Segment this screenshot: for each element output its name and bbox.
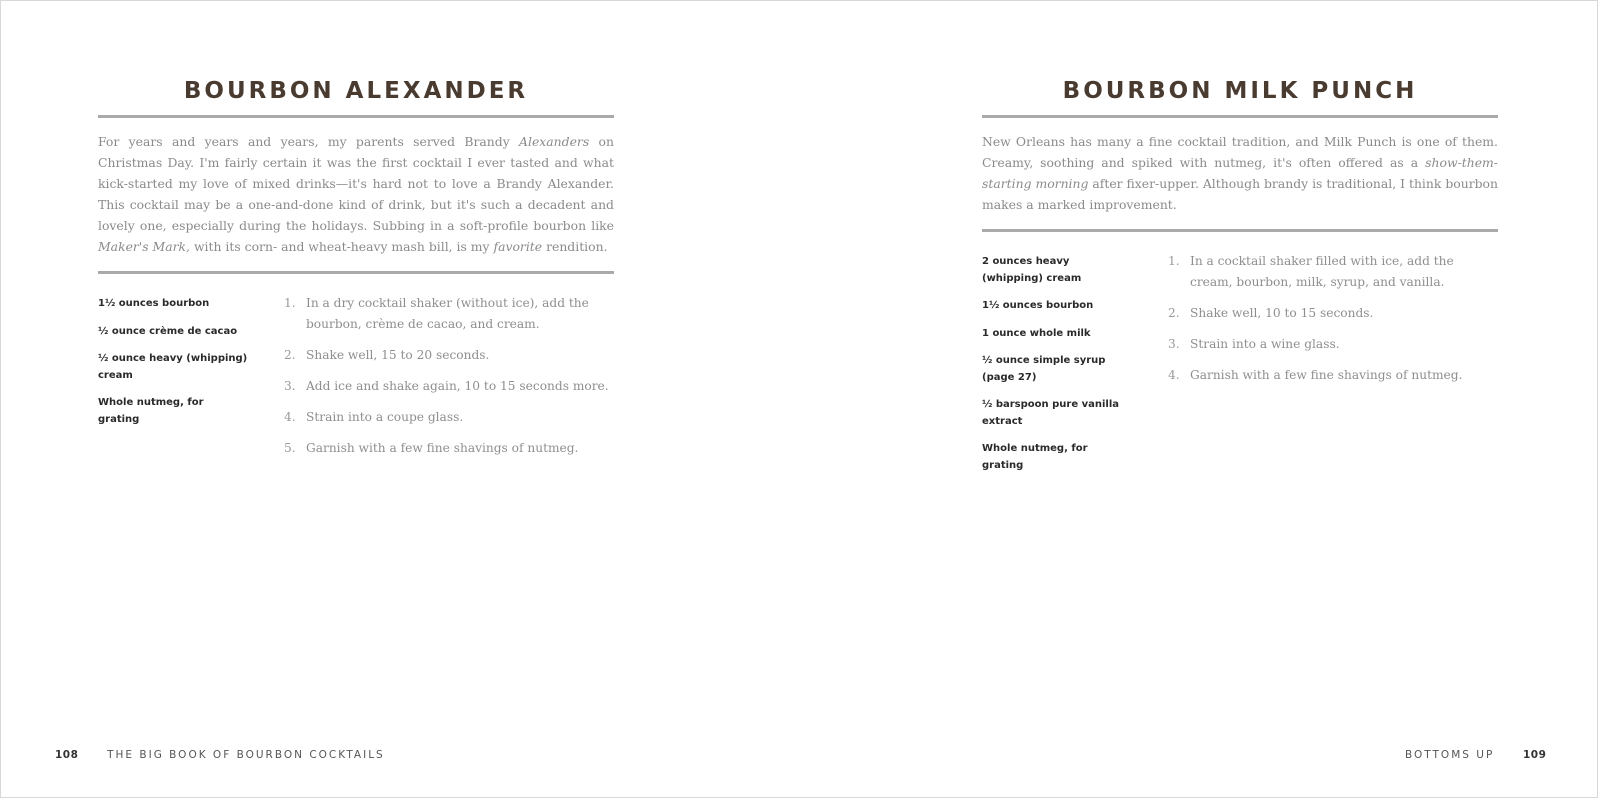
recipe-intro [98, 131, 614, 257]
intro-text-run: rendition. [542, 239, 608, 254]
ingredient-item: Whole nutmeg, for grating [982, 443, 1088, 471]
intro-text-run: Maker's Mark, [98, 239, 190, 254]
ingredient-item: 1½ ounces bourbon [982, 300, 1094, 311]
step-number: 1. [1168, 254, 1180, 268]
step-text: Garnish with a few fine shavings of nutmeg. [1190, 368, 1463, 382]
intro-text-run: Alexanders [519, 134, 590, 149]
step-text: Shake well, 10 to 15 seconds. [1190, 306, 1374, 320]
step-list [284, 293, 614, 469]
step-text: Garnish with a few fine shavings of nutmeg. [306, 441, 579, 455]
step-text: In a dry cocktail shaker (without ice), add the bourbon, crème de cacao, and cream. [306, 296, 589, 331]
step-item [284, 345, 614, 366]
right-footer [1405, 749, 1546, 761]
running-head: BOTTOMS UP [1405, 749, 1495, 761]
running-head: THE BIG BOOK OF BOURBON COCKTAILS [107, 749, 385, 761]
title-rule [98, 115, 614, 118]
ingredient-list [98, 296, 248, 439]
ingredient-item: 2 ounces heavy (whipping) cream [982, 256, 1082, 284]
intro-text-run: after fixer-upper. Although brandy is traditional, I think bourbon makes a marked improvement. [982, 176, 1498, 212]
right-page [982, 0, 1498, 800]
intro-text-run: For years and years and years, my parents served Brandy [98, 134, 520, 149]
step-list [1168, 251, 1498, 396]
step-item [284, 376, 614, 397]
ingredient-item: ½ ounce simple syrup (page 27) [982, 355, 1106, 383]
left-page [98, 0, 614, 800]
step-number: 4. [1168, 368, 1180, 382]
step-item [1168, 303, 1498, 324]
step-number: 3. [1168, 337, 1180, 351]
recipe-intro [982, 131, 1498, 215]
ingredient-item: ½ barspoon pure vanilla extract [982, 399, 1120, 427]
step-text: Add ice and shake again, 10 to 15 seconds more. [306, 379, 609, 393]
step-text: Strain into a wine glass. [1190, 337, 1340, 351]
step-item [284, 293, 614, 335]
step-number: 2. [284, 348, 296, 362]
ingredient-item: Whole nutmeg, for grating [98, 397, 204, 425]
ingredient-item: ½ ounce crème de cacao [98, 325, 238, 337]
step-item [1168, 365, 1498, 386]
page-number: 108 [55, 749, 79, 761]
step-text: Strain into a coupe glass. [306, 410, 464, 424]
step-number: 1. [284, 296, 296, 310]
recipe-title: BOURBON MILK PUNCH [1062, 78, 1418, 104]
step-item [284, 438, 614, 459]
left-footer [55, 749, 385, 761]
intro-text-run: New Orleans has many a fine cocktail tradition, and Milk Punch is one of them. Creamy, soothing and spiked with nutmeg, it's often offered as a [982, 134, 1498, 170]
ingredient-list [982, 254, 1132, 485]
step-number: 2. [1168, 306, 1180, 320]
intro-text-run: favorite [493, 239, 543, 254]
title-rule [982, 115, 1498, 118]
intro-text-run: show-them-starting morning [982, 155, 1498, 191]
ingredient-item: 1½ ounces bourbon [98, 298, 210, 309]
step-item [284, 407, 614, 428]
recipe-title: BOURBON ALEXANDER [183, 78, 529, 104]
step-number: 3. [284, 379, 296, 393]
step-item [1168, 334, 1498, 355]
step-number: 5. [284, 441, 296, 455]
step-item [1168, 251, 1498, 293]
intro-rule [982, 229, 1498, 232]
ingredient-item: 1 ounce whole milk [982, 327, 1091, 339]
ingredient-item: ½ ounce heavy (whipping) cream [98, 353, 248, 381]
intro-rule [98, 271, 614, 274]
step-text: In a cocktail shaker filled with ice, add the cream, bourbon, milk, syrup, and vanilla. [1190, 254, 1454, 289]
intro-text-run: with its corn- and wheat-heavy mash bill, is my [190, 239, 494, 254]
step-text: Shake well, 15 to 20 seconds. [306, 348, 490, 362]
intro-text-run: on Christmas Day. I'm fairly certain it was the first cocktail I ever tasted and what kick-started my love of mixed drinks—it's hard not to love a Brandy Alexander. This cocktail may be a one-and-done kind of drink, but it's such a decadent and lovely one, especially during the holidays. Subbing in a soft-profile bourbon like [98, 134, 614, 233]
page-number: 109 [1522, 749, 1547, 761]
step-number: 4. [284, 410, 296, 424]
